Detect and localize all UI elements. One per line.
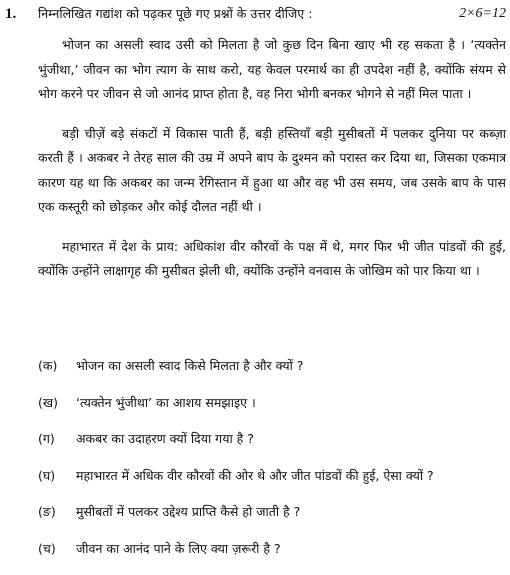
subquestion-text: मुसीबतों में पलकर उद्देश्य प्राप्ति कैसे हो जाती है ? bbox=[76, 502, 506, 539]
subquestion-text: भोजन का असली स्वाद किसे मिलता है और क्यों ? bbox=[76, 356, 506, 393]
subquestion-text: ‘त्यक्तेन भुंजीथा’ का आशय समझाइए । bbox=[76, 393, 506, 430]
subquestion-text: अकबर का उदाहरण क्यों दिया गया है ? bbox=[76, 429, 506, 466]
question-instruction: निम्नलिखित गद्यांश को पढ़कर पूछे गए प्रश्नों के उत्तर दीजिए : bbox=[38, 5, 312, 22]
subquestion-label: (ग) bbox=[38, 429, 76, 466]
passage-paragraph-2: बड़ी चीज़ें बड़े संकटों में विकास पाती हैं, बड़ी हस्तियाँ बड़ी मुसीबतों में पलकर दुनिया पर कब्ज़ा करती हैं । अकबर ने तेरह साल की उम्र में अपने बाप के दुश्मन को परास्त कर दिया था, जिसका एकमात्र कारण यह था कि अकबर का जन्म रेगिस्तान में हुआ था और वह भी उस समय, जब उसके बाप के पास एक कस्तूरी को छोड़कर और कोई दौलत नहीं थी । bbox=[38, 122, 506, 220]
subquestion-ga bbox=[38, 429, 506, 466]
subquestion-label: (ङ) bbox=[38, 502, 76, 539]
passage-paragraph-1: भोजन का असली स्वाद उसी को मिलता है जो कुछ दिन बिना खाए भी रह सकता है । ‘त्यक्तेन भुंजीथा,’ जीवन का भोग त्याग के साथ करो, यह केवल परमार्थ का ही उपदेश नहीं है, क्योंकि संयम से भोग करने पर जीवन से जो आनंद प्राप्त होता है, वह निरा भोगी बनकर भोगने से नहीं मिल पाता । bbox=[38, 33, 506, 107]
question-header bbox=[0, 4, 510, 26]
subquestion-label: (क) bbox=[38, 356, 76, 393]
subquestion-kha bbox=[38, 393, 506, 430]
subquestion-list bbox=[38, 356, 506, 575]
passage-paragraph-3: महाभारत में देश के प्राय: अधिकांश वीर कौरवों के पक्ष में थे, मगर फिर भी जीत पांडवों की हुई, क्योंकि उन्होंने लाक्षागृह की मुसीबत झेली थी, क्योंकि उन्होंने वनवास के जोखिम को पार किया था । bbox=[38, 235, 506, 284]
subquestion-label: (च) bbox=[38, 539, 76, 575]
question-number: 1. bbox=[5, 6, 16, 23]
passage bbox=[38, 33, 506, 299]
subquestion-nga bbox=[38, 502, 506, 539]
subquestion-label: (घ) bbox=[38, 466, 76, 503]
subquestion-ka bbox=[38, 356, 506, 393]
subquestion-label: (ख) bbox=[38, 393, 76, 430]
subquestion-text: जीवन का आनंद पाने के लिए क्या ज़रूरी है ? bbox=[76, 539, 506, 575]
subquestion-gha bbox=[38, 466, 506, 503]
subquestion-text: महाभारत में अधिक वीर कौरवों की ओर थे और जीत पांडवों की हुई, ऐसा क्यों ? bbox=[76, 466, 506, 503]
marks-allocation: 2×6=12 bbox=[459, 6, 506, 22]
